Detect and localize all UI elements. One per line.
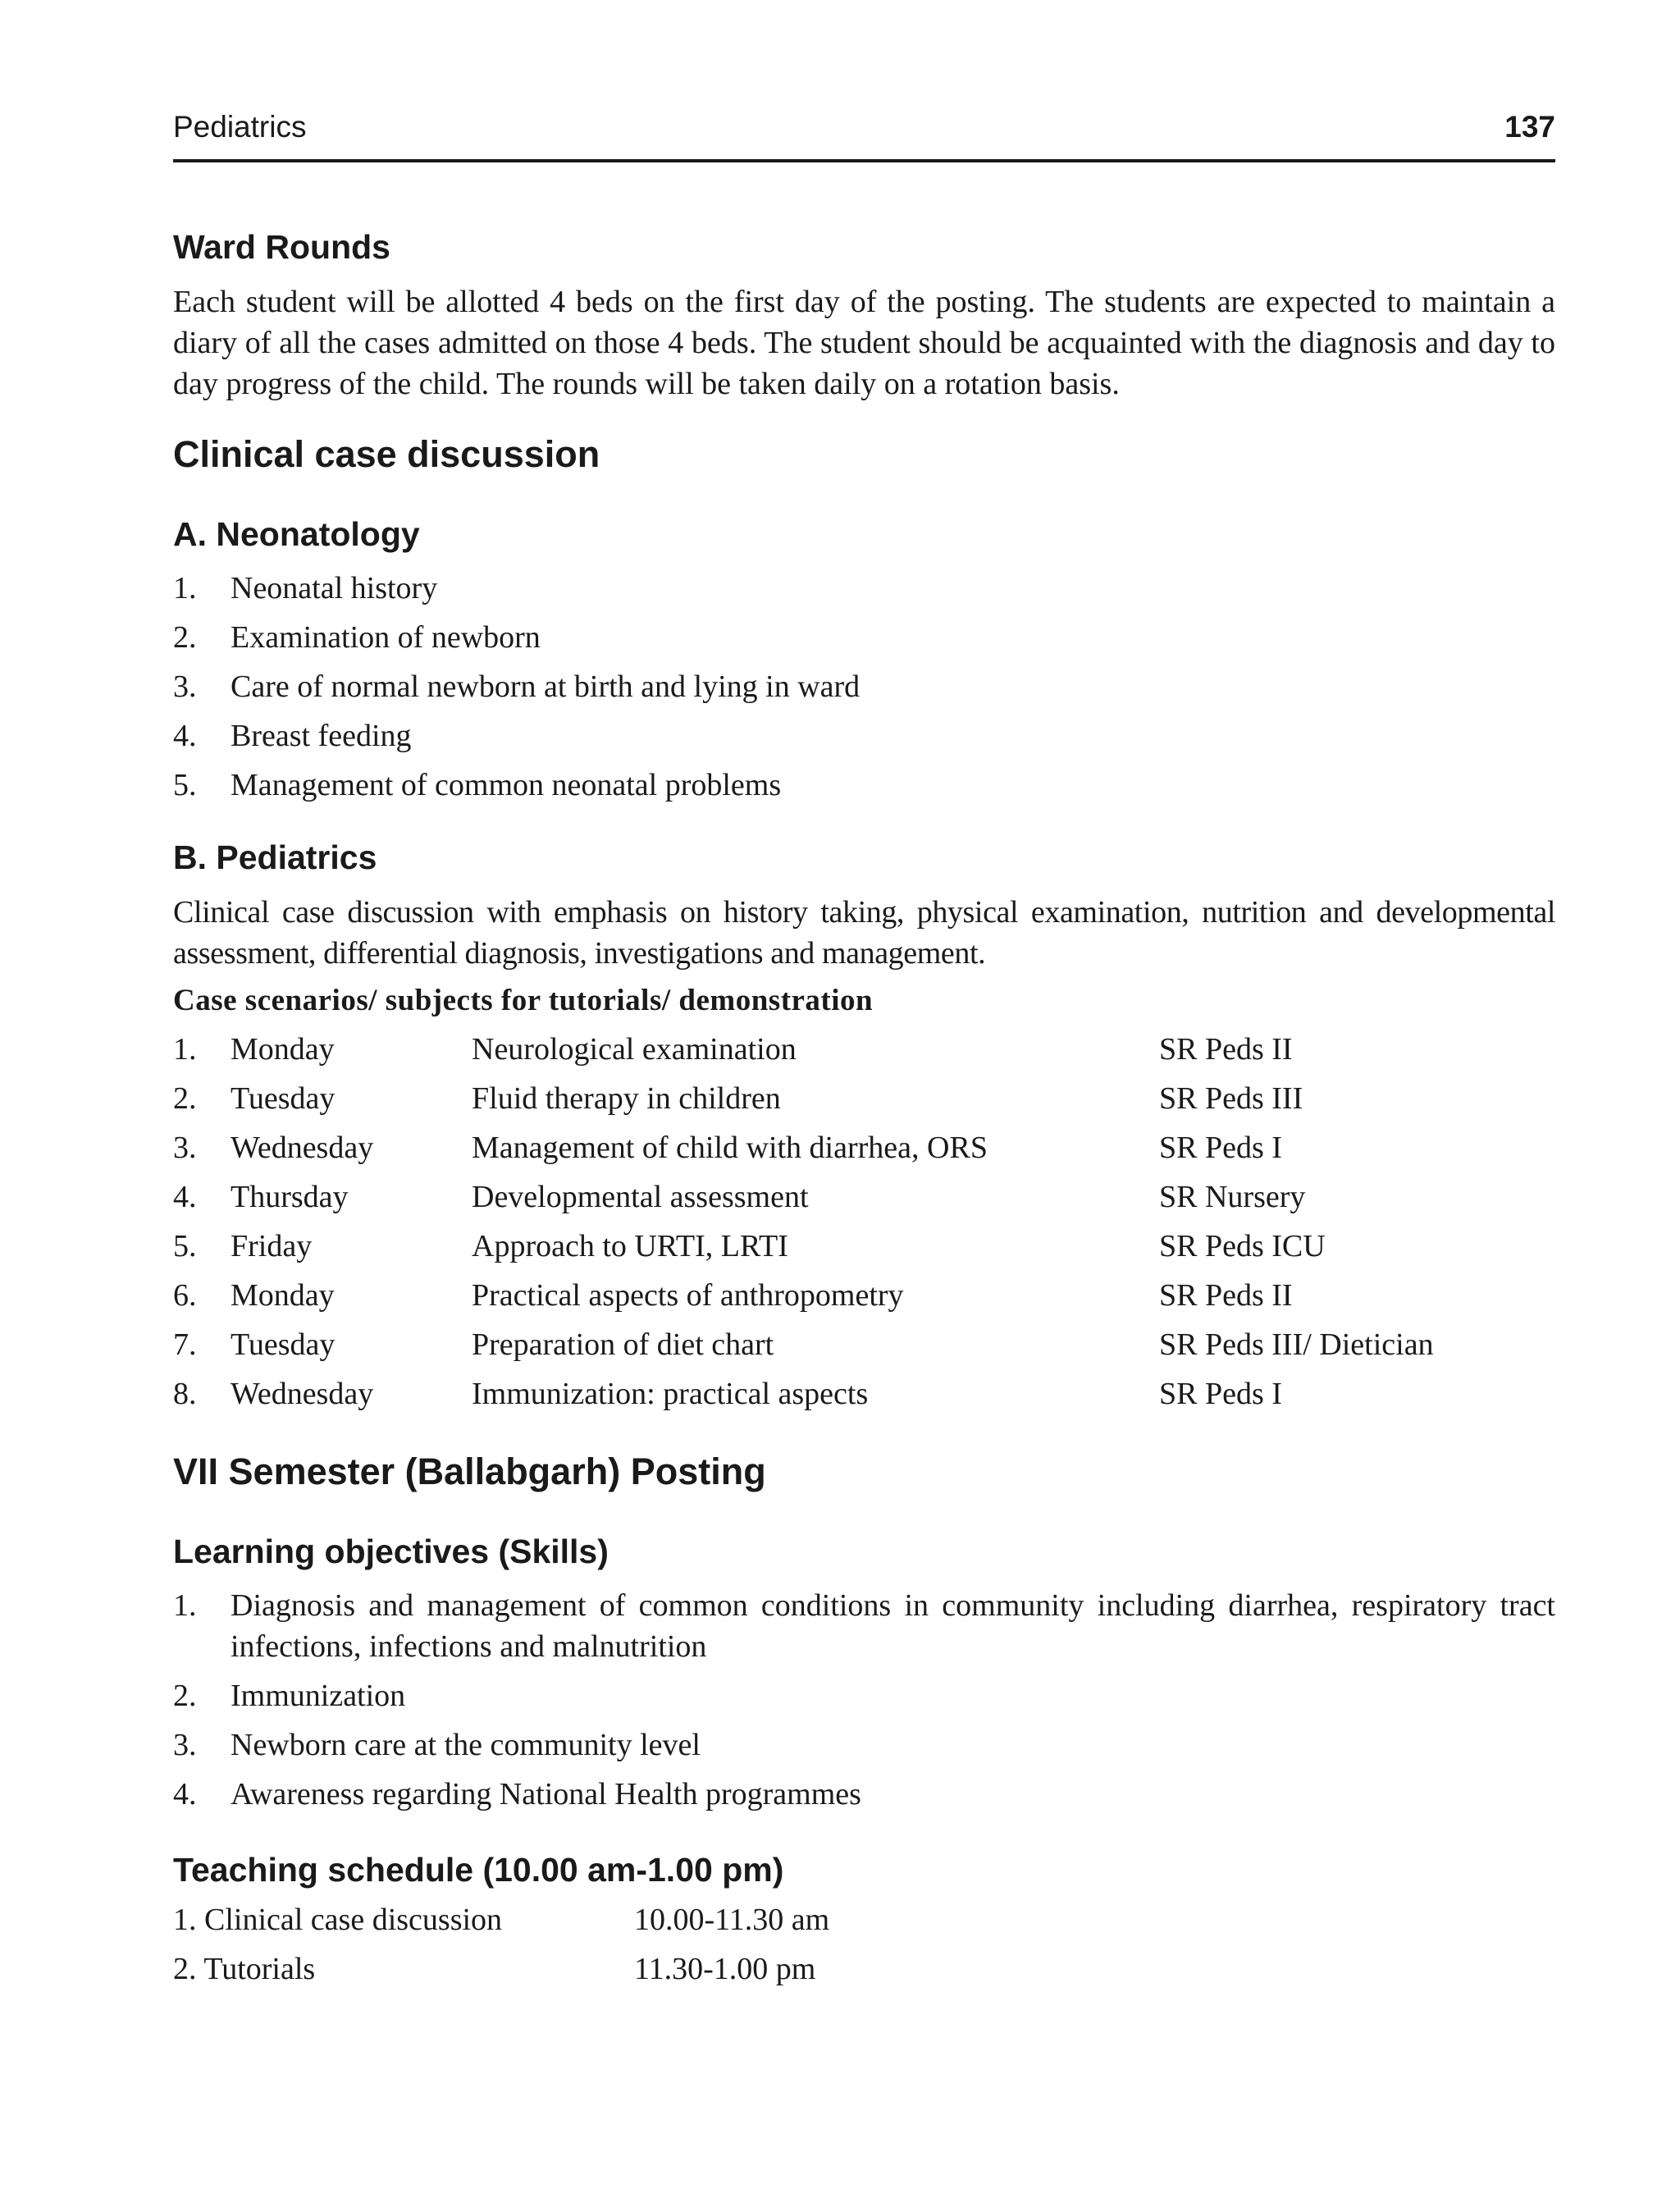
row-faculty: SR Peds III/ Dietician [1159,1327,1434,1362]
list-number: 2. [173,1679,197,1713]
list-number: 4. [173,1777,197,1811]
row-activity: 1. Clinical case discussion [173,1903,503,1937]
teaching-schedule-heading: Teaching schedule (10.00 am-1.00 pm) [173,1851,784,1889]
row-day: Monday [231,1278,335,1313]
row-number: 2. [173,1081,197,1116]
table-row [173,1277,1555,1327]
running-header-title: Pediatrics [173,110,307,144]
table-row [173,1902,1555,1951]
neonatology-list [173,568,1555,814]
list-item [173,1725,1555,1766]
running-header [173,110,1555,159]
row-number: 4. [173,1180,197,1214]
list-text: Awareness regarding National Health programmes [231,1777,861,1811]
ward-rounds-heading: Ward Rounds [173,228,390,266]
case-scenarios-subheading: Case scenarios/ subjects for tutorials/ demonstration [173,984,874,1017]
ward-rounds-body: Each student will be allotted 4 beds on the first day of the posting. The students are expected to maintain a diary of all the cases admitted on those 4 beds. The student should be acquainted with the diagnosis and day to day progress of the child. The rounds will be taken daily on a rotation basis. [173,285,1555,401]
list-item [173,1774,1555,1815]
row-day: Wednesday [231,1131,374,1165]
row-day: Thursday [231,1180,349,1214]
row-topic: Preparation of diet chart [472,1327,774,1362]
table-row [173,1228,1555,1277]
row-topic: Immunization: practical aspects [472,1377,869,1411]
table-row [173,1080,1555,1130]
row-number: 1. [173,1032,197,1067]
row-activity: 2. Tutorials [173,1952,316,1986]
row-faculty: SR Nursery [1159,1180,1306,1214]
list-item [173,765,1555,806]
header-rule [173,159,1555,162]
page-number: 137 [1504,110,1555,144]
list-text: Breast feeding [231,719,412,753]
row-day: Friday [231,1229,313,1263]
table-row [173,1130,1555,1179]
list-text: Neonatal history [231,571,438,605]
row-faculty: SR Peds I [1159,1131,1282,1165]
row-day: Tuesday [231,1081,336,1116]
list-text: Examination of newborn [231,620,541,655]
list-item [173,617,1555,658]
neonatology-heading: A. Neonatology [173,515,420,553]
vii-semester-heading: VII Semester (Ballabgarh) Posting [173,1450,766,1492]
list-number: 1. [173,571,197,605]
teaching-schedule-table [173,1902,1555,2000]
row-number: 5. [173,1229,197,1263]
row-number: 7. [173,1327,197,1362]
clinical-case-heading: Clinical case discussion [173,433,600,475]
pediatrics-body: Clinical case discussion with emphasis on history taking, physical examination, nutrition and developmental assessment, differential diagnosis, investigations and management. [173,895,1555,971]
list-item [173,1675,1555,1716]
row-faculty: SR Peds III [1159,1081,1303,1116]
row-time: 11.30-1.00 pm [634,1952,816,1986]
list-text: Diagnosis and management of common conditions in community including diarrhea, respiratory tract infections, infections and malnutrition [231,1588,1555,1664]
row-number: 3. [173,1131,197,1165]
case-schedule-table [173,1031,1555,1425]
row-number: 8. [173,1377,197,1411]
row-topic: Fluid therapy in children [472,1081,781,1116]
list-text: Care of normal newborn at birth and lying in ward [231,669,861,704]
learning-objectives-list [173,1585,1555,1823]
list-item [173,666,1555,707]
row-topic: Approach to URTI, LRTI [472,1229,788,1263]
table-row [173,1376,1555,1425]
learning-objectives-heading: Learning objectives (Skills) [173,1533,609,1570]
row-day: Tuesday [231,1327,336,1362]
list-number: 3. [173,669,197,704]
row-topic: Management of child with diarrhea, ORS [472,1131,988,1165]
list-number: 4. [173,719,197,753]
row-time: 10.00-11.30 am [634,1903,830,1937]
table-row [173,1327,1555,1376]
row-topic: Practical aspects of anthropometry [472,1278,904,1313]
list-number: 3. [173,1728,197,1762]
row-topic: Neurological examination [472,1032,797,1067]
row-faculty: SR Peds II [1159,1278,1293,1313]
table-row [173,1031,1555,1080]
row-number: 6. [173,1278,197,1313]
list-text: Newborn care at the community level [231,1728,701,1762]
row-topic: Developmental assessment [472,1180,809,1214]
list-item [173,715,1555,756]
list-number: 1. [173,1588,197,1623]
pediatrics-heading: B. Pediatrics [173,838,377,876]
list-number: 5. [173,768,197,802]
list-number: 2. [173,620,197,655]
row-day: Monday [231,1032,335,1067]
list-text: Immunization [231,1679,406,1713]
table-row [173,1179,1555,1228]
table-row [173,1951,1555,2000]
list-item [173,568,1555,609]
row-faculty: SR Peds II [1159,1032,1293,1067]
row-faculty: SR Peds I [1159,1377,1282,1411]
row-faculty: SR Peds ICU [1159,1229,1326,1263]
row-day: Wednesday [231,1377,374,1411]
list-text: Management of common neonatal problems [231,768,782,802]
list-item [173,1585,1555,1667]
